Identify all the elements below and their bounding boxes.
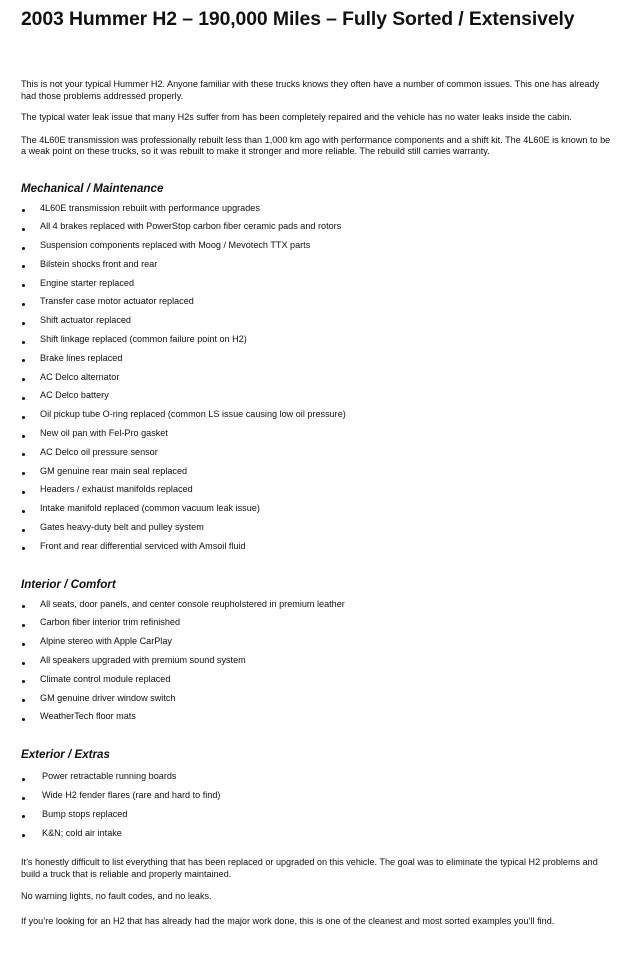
bullet-icon [22,834,25,837]
list-item-text: Bump stops replaced [42,808,128,819]
list-item-text: Transfer case motor actuator replaced [40,296,194,307]
list-item [21,368,614,387]
list-item-text: Shift linkage replaced (common failure point on H2) [40,334,247,345]
list-item [21,349,614,368]
list-item-text: All seats, door panels, and center console reupholstered in premium leather [40,598,345,609]
intro-paragraph-2: The typical water leak issue that many H2s suffer from has been completely repaired and the vehicle has no water leaks inside the cabin. [21,112,572,122]
bullet-icon [22,453,25,456]
list-item-text: Oil pickup tube O-ring replaced (common LS issue causing low oil pressure) [40,409,346,420]
list-item-text: WeatherTech floor mats [40,711,136,722]
bullet-icon [22,815,25,818]
bullet-icon [22,284,25,287]
list-item-text: New oil pan with Fel-Pro gasket [40,428,168,439]
list-item-text: Alpine stereo with Apple CarPlay [40,636,172,647]
list-item-text: K&N; cold air intake [42,827,122,838]
bullet-icon [22,491,25,494]
bullet-icon [22,510,25,513]
list-item [21,480,614,499]
bullet-icon [22,341,25,344]
list-item [21,424,614,443]
list-item [21,255,614,274]
bullet-icon [22,680,25,683]
list-item-text: AC Delco oil pressure sensor [40,446,158,457]
interior-list [21,595,614,727]
list-item-text: Bilstein shocks front and rear [40,258,158,269]
list-item-text: Power retractable running boards [42,771,177,782]
list-item [21,689,614,708]
bullet-icon [22,547,25,550]
bullet-icon [22,605,25,608]
list-item-text: Suspension components replaced with Moog / Mevotech TTX parts [40,240,311,251]
list-item-text: Carbon fiber interior trim refinished [40,617,180,628]
list-item-text: AC Delco battery [40,390,109,401]
list-item-text: Shift actuator replaced [40,315,131,326]
mechanical-list [21,199,614,556]
list-item-text: Gates heavy-duty belt and pulley system [40,522,204,533]
list-item [21,292,614,311]
bullet-icon [22,797,25,800]
bullet-icon [22,265,25,268]
bullet-icon [22,416,25,419]
list-item-text: Brake lines replaced [40,352,123,363]
list-item [21,405,614,424]
bullet-icon [22,303,25,306]
closing-paragraph-3: If you’re looking for an H2 that has already had the major work done, this is one of the cleanest and most sorted examples you’ll find. [21,915,555,926]
list-item [21,824,614,843]
mechanical-heading: Mechanical / Maintenance [21,181,164,195]
bullet-icon [22,699,25,702]
intro-paragraph-1: This is not your typical Hummer H2. Anyone familiar with these trucks knows they often have a number of common issues. This one has already had those problems addressed properly. [21,79,600,101]
bullet-icon [22,529,25,532]
list-item [21,786,614,805]
bullet-icon [22,662,25,665]
list-item [21,537,614,556]
closing-paragraph-1: It’s honestly difficult to list everything that has been replaced or upgraded on this vehicle. The goal was to eliminate the typical H2 problems and build a truck that is reliable and properly maintained. [21,857,598,879]
bullet-icon [22,472,25,475]
list-item [21,595,614,614]
list-item [21,670,614,689]
bullet-icon [22,718,25,721]
listing-title: 2003 Hummer H2 – 190,000 Miles – Fully Sorted / Extensively [21,8,575,30]
list-item [21,462,614,481]
bullet-icon [22,778,25,781]
list-item [21,311,614,330]
list-item [21,330,614,349]
list-item-text: Wide H2 fender flares (rare and hard to find) [42,790,221,801]
closing-paragraph-2: No warning lights, no fault codes, and no leaks. [21,891,212,902]
interior-heading: Interior / Comfort [21,577,116,591]
list-item-text: GM genuine rear main seal replaced [40,465,188,476]
bullet-icon [22,397,25,400]
list-item-text: AC Delco alternator [40,371,120,382]
list-item-text: Engine starter replaced [40,277,135,288]
list-item [21,217,614,236]
bullet-icon [22,228,25,231]
list-item [21,443,614,462]
list-item-text: Climate control module replaced [40,673,171,684]
list-item-text: Intake manifold replaced (common vacuum leak issue) [40,503,260,514]
bullet-icon [22,435,25,438]
list-item-text: 4L60E transmission rebuilt with performance upgrades [40,202,260,213]
bullet-icon [22,624,25,627]
intro-paragraph-3: The 4L60E transmission was professionally rebuilt less than 1,000 km ago with performance components and a shift kit. The 4L60E is known to be a weak point on these trucks, so it was rebuilt to make it stronger and more reliable. The rebuild still carries warranty. [21,134,611,156]
list-item [21,651,614,670]
list-item [21,613,614,632]
bullet-icon [22,247,25,250]
list-item-text: GM genuine driver window switch [40,692,176,703]
bullet-icon [22,378,25,381]
bullet-icon [22,643,25,646]
list-item [21,518,614,537]
bullet-icon [22,359,25,362]
list-item [21,767,614,786]
list-item-text: Front and rear differential serviced with Amsoil fluid [40,540,246,551]
list-item [21,499,614,518]
list-item [21,199,614,218]
list-item [21,274,614,293]
bullet-icon [22,322,25,325]
list-item-text: Headers / exhaust manifolds replaced [40,484,193,495]
list-item [21,236,614,255]
list-item-text: All speakers upgraded with premium sound system [40,655,246,666]
list-item [21,805,614,824]
exterior-heading: Exterior / Extras [21,748,110,762]
list-item [21,707,614,726]
exterior-list [21,767,614,842]
list-item-text: All 4 brakes replaced with PowerStop carbon fiber ceramic pads and rotors [40,221,342,232]
list-item [21,632,614,651]
list-item [21,386,614,405]
bullet-icon [22,209,25,212]
